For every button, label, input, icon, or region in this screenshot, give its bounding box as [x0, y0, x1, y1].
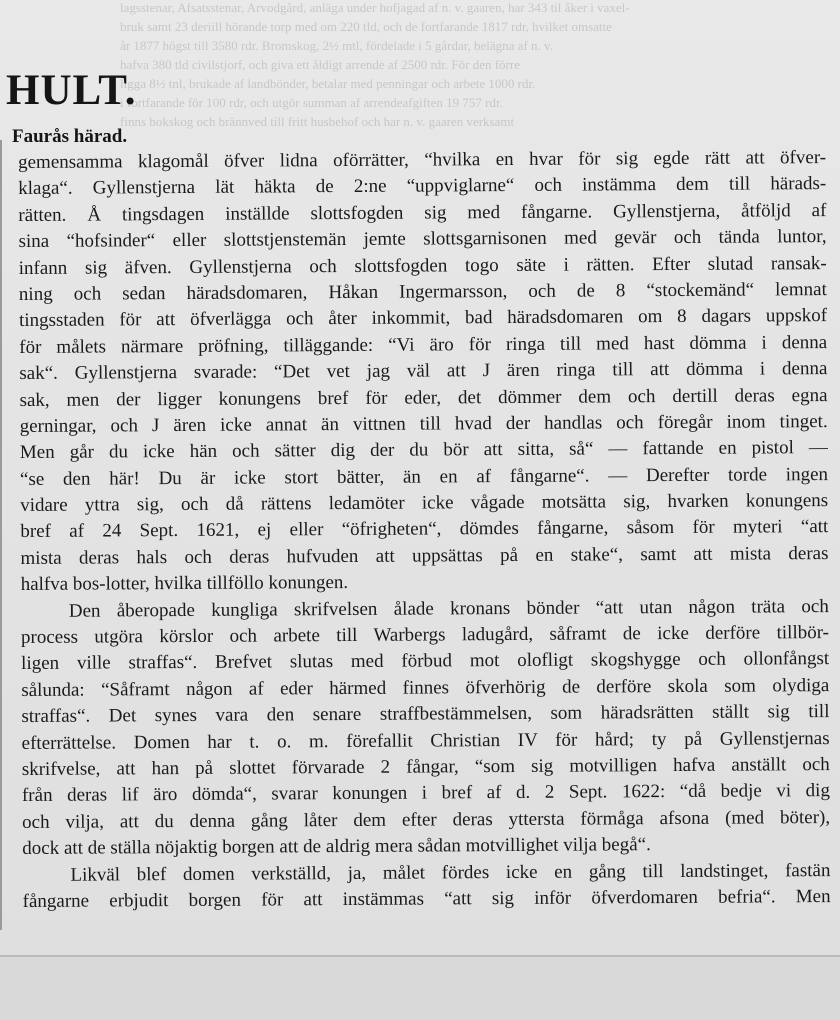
text-line: mista deras hals och deras hufvuden att uppsättas på en stake“, samt att mista deras	[20, 542, 829, 569]
paragraph	[22, 858, 830, 916]
bleed-through-text	[120, 0, 840, 131]
bleed-through-line: finns bokskog och brännved till fritt husbehof och har n. v. gaaren verksamt	[120, 114, 515, 129]
text-line: ning och sedan häradsdomaren, Håkan Ingermarsson, och de 8 “stockemänd“ lemnat	[18, 279, 827, 305]
margin-shadow	[0, 140, 2, 930]
text-line: Likväl blef domen verkställd, ja, målet fördes icke en gång till landstinget, fastän	[70, 859, 831, 886]
paragraph	[18, 145, 829, 599]
text-line: dock att de ställa nöjaktig borgen att de aldrig mera sådan motvillighet vilja begå“.	[22, 834, 651, 860]
text-line: klaga“. Gyllenstjerna lät häkta de 2:ne “uppviglarne“ och instämma dem till härads-	[18, 173, 827, 200]
body-text	[18, 145, 831, 915]
bleed-through-line: i fortfarande för 100 rdr, och utgör summan af arrendeafgiften 19 757 rdr.	[120, 95, 503, 110]
text-line: gerningar, och J ären icke annat än vittnen till hvad der handlas och föregår inom tinget.	[19, 410, 828, 437]
page-heading: HULT.	[6, 67, 137, 114]
text-line: skrifvelse, att han på slottet förvarade 2 fångar, “som sig motvilligen hafva anställt och	[21, 754, 830, 780]
text-line: “se den här! Du är icke stort bätter, än en af fångarne“. — Derefter torde ingen	[19, 463, 829, 490]
district-subheading: Faurås härad.	[12, 126, 128, 147]
text-line: ligen ville straffas“. Brefvet slutas med förbud mot olofligt skogshygge och ollonfångst	[21, 648, 830, 675]
text-line: fångarne erbjudit borgen för att instämmas “att sig inför öfverdomaren befria“. Men	[22, 885, 831, 912]
page-bottom-edge	[0, 955, 840, 957]
text-line: straffas“. Det synes vara den senare straffbestämmelsen, som häradsrätten ställt sig till	[21, 701, 830, 728]
text-line: vidare yttra sig, och då rättens ledamöter icke vågade motsätta sig, hvarken konungens	[20, 490, 829, 517]
bleed-through-line: hafva 380 tld civilstjorf, och giva ett åldigt arrende af 2500 rdr. För den förre	[120, 57, 520, 72]
text-line: process utgöra körslor och arbete till Warbergs ladugård, såframt de icke derföre tillbör-	[20, 622, 830, 649]
text-line: efterrättelse. Domen har t. o. m. förefallit Christian IV för hård; ty på Gyllenstjernas	[21, 727, 830, 754]
text-line: rätten. Å tingsdagen inställde slottsfogden sig med fångarne. Gyllenstjerna, åtföljd af	[18, 199, 827, 226]
text-line: Den åberopade kungliga skrifvelsen ålade kronans bönder “att utan någon träta och	[68, 595, 829, 622]
bleed-through-line: lagsstenar, Afsatsstenar, Arvodgård, anläga under hofjagad af n. v. gaaren, har 343 til åker i vaxel-	[120, 0, 630, 15]
text-line: sak, men der ligger konungens bref för eder, det dömmer dem och dertill deras egna	[19, 384, 828, 411]
text-line: och vilja, att du denna gång låter dem efter deras yttersta förmåga afsona (med böter),	[22, 806, 831, 833]
text-line: bref af 24 Sept. 1621, ej eller “öfrigheten“, dömdes fångarne, såsom för myteri “att	[20, 516, 829, 543]
text-line: Men går du icke hän och sätter dig der du bör att sitta, så“ — fattande en pistol —	[19, 437, 828, 464]
bleed-through-line: år 1877 högst till 3580 rdr. Bromskog, 2½ mtl, fördelade i 5 gårdar, belägna af n. v.	[120, 38, 553, 53]
text-line: halfva bos-lotter, hvilka tillföllo konungen.	[20, 572, 349, 596]
text-line: sak“. Gyllenstjerna svarade: “Det vet jag väl att J ären ringa till att dömma i denna	[19, 358, 828, 385]
text-line: för målets närmare pröfning, tilläggande: “Vi äro för ringa till med hast dömma i denna	[19, 331, 828, 358]
text-line: infann sig äfven. Gyllenstjerna och slottsfogden togo säte i rätten. Efter slutad ransak-	[18, 252, 827, 279]
bleed-through-line: bruk samt 23 deriill hörande torp med om 220 tld, och de fortfarande 1817 rdr, hvilket omsatte	[120, 19, 612, 34]
text-line: sina “hofsinder“ eller slottstjenstemän jemte slottsgarnisonen med gevär och tända luntor,	[18, 226, 827, 253]
paragraph	[21, 594, 831, 863]
bleed-through-line: ligga 8½ tnl, brukade af landbönder, betalar med penningar och arbete 1000 rdr.	[120, 76, 536, 91]
text-line: tingsstaden för att öfverlägga och åter inkommit, bad häradsdomaren om 8 dagars uppskof	[18, 305, 828, 332]
text-line: gemensamma klagomål öfver lidna oförrätter, “hvilka en hvar för sig egde rätt att öfver-	[18, 147, 827, 173]
text-line: sålunda: “Såframt någon af eder härmed finnes öfverhörig de derföre skola som olydiga	[21, 674, 830, 701]
text-line: från deras lif äro dömda“, svarar konungen i bref af d. 2 Sept. 1622: “då bedje vi dig	[21, 780, 830, 807]
